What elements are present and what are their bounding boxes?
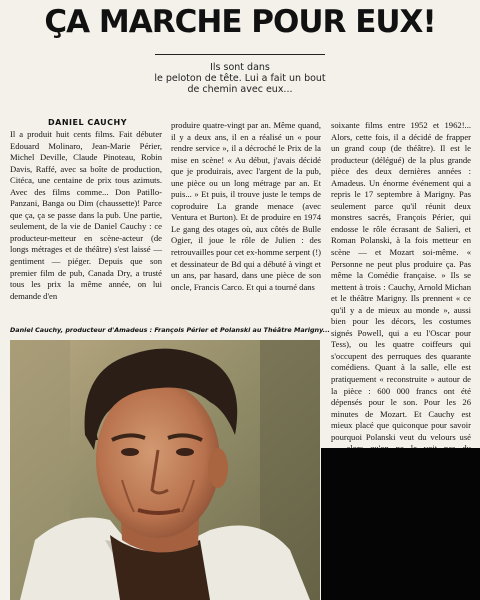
dek [150,62,330,95]
article-column-1: Il a produit huit cents films. Fait débuter Edouard Molinaro, Jean-Marie Périer, Michel Deville, Claude Pinoteau, Robin Davis, Raffé, avec sa boîte de production, Citéca, une centaine de prix tous azimuts. Avec des films comme... Don Patillo-Panzani, Banga ou Dim (chaussette)! Parce que ça, ça se passe dans la pub. Une partie, seulement, de la vie de Daniel Cauchy : ce producteur-metteur en scène-acteur (de longs métrages et de théâtre) s'est laissé — gentiment — piéger. Depuis que son premier film de pub, Canada Dry, a trusté tous les prix la même année, on lui demande d'en [10,129,162,301]
article-column-3: soixante films entre 1952 et 1962!... Alors, cette fois, il a décidé de frapper un grand coup (de théâtre). Il est le producteur (délégué) de la plus grande pièce des deux dernières années : Amadeus. Un énorme événement qui a repris le 17 septembre à Marigny. Pas seulement parce qu'il réunit deux monstres sacrés, François Périer, qui endosse le rôle écrasant de Salieri, et Roman Polanski, à la fois metteur en scène — et Mozart soi-même. « Personne ne peut plus produire ça. Pas même la Comédie française. » Ils se mettent à trois : Cauchy, Arnold Michan et le théâtre Marigny. Ils prennent « ce qu'il y a de mieux au monde », aussi bien pour les décors, les costumes signés Powell, qui a eu l'Oscar pour Tess), ou les quatre coiffeurs qui s'occupent des perruques des quarante comédiens. Quant à la salle, elle est pratiquement « reconstruite » autour de la pièce : 600 000 francs ont été dépensés pour le son. Pour les 26 minutes de Mozart. Et Cauchy est mieux placé que quiconque pour savoir pourquoi Polanski veut du velours usé [331,120,471,442]
dek-line: Ils sont dans [210,62,270,73]
photo-caption: Daniel Cauchy, producteur d'Amadeus : François Périer et Polanski au Théâtre Marigny... [10,326,330,334]
headline: ÇA MARCHE POUR EUX! [44,4,436,40]
black-panel [321,448,480,600]
headline-rule [155,54,325,55]
dek-line: le peloton de tête. Lui a fait un bout [154,73,326,84]
article-column-2: produire quatre-vingt par an. Même quand, il y a deux ans, il en a réalisé un « pour rendre service », il a décroché le Prix de la mise en scène! « Au début, j'avais décidé que je produirais, avec l'argent de la pub, une pièce ou un long métrage par an. Et puis... » Et puis, il trouve juste le temps de coproduire La grande menace (avec Ventura et Burton). Et de produire en 1974 Le gang des otages où, aux côtés de Bulle Ogier, il joue le rôle de Julien : des retrouvailles pour cet ex-homme serpent (!) et dessinateur de Bd qui a débuté à vingt et un ans, par hasard, dans une pièce de son oncle, Francis Carco. Et qui a tourné dans [171,120,321,292]
dek-line: de chemin avec eux... [187,84,293,95]
portrait-photo [10,340,320,600]
byline: DANIEL CAUCHY [47,118,128,127]
